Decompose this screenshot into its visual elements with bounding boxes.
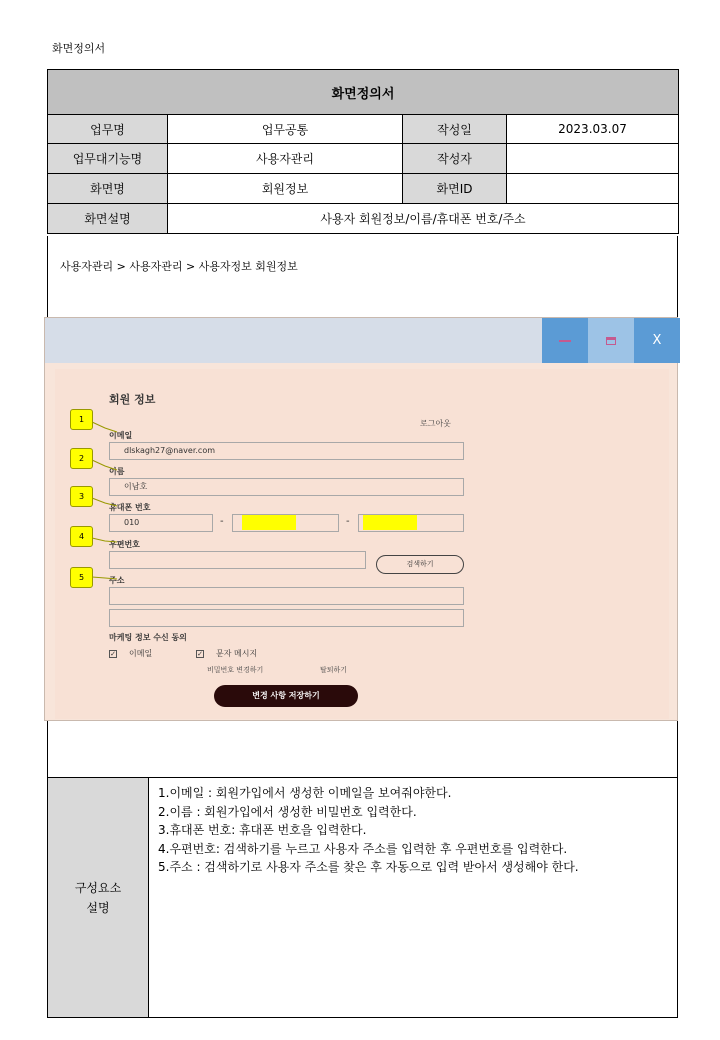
header-table [47, 69, 679, 234]
zip-label: 우편번호 [109, 540, 140, 549]
checkbox-checked-icon: ✓ [110, 649, 116, 658]
label-author: 작성자 [403, 144, 507, 174]
phone-label: 휴대폰 번호 [109, 503, 151, 512]
label-screen-name: 화면명 [48, 174, 168, 204]
label-screen-description: 화면설명 [48, 204, 168, 234]
label-created-date: 작성일 [403, 115, 507, 144]
value-author [507, 144, 679, 174]
sms-consent-label: 문자 메시지 [216, 649, 258, 658]
callout-3: 3 [70, 486, 93, 507]
phone-dash-2: - [346, 516, 350, 527]
component-line-4: 4.우편번호: 검색하기를 누르고 사용자 주소를 입력한 후 우편번호를 입력한다. [158, 841, 568, 856]
component-description-section [47, 777, 678, 1018]
email-field[interactable]: dlskagh27@naver.com [109, 442, 464, 460]
form-title: 회원 정보 [109, 393, 156, 406]
component-label-line-2: 설명 [86, 900, 110, 915]
callout-2: 2 [70, 448, 93, 469]
search-button[interactable]: 검색하기 [376, 555, 464, 574]
component-line-5: 5.주소 : 검색하기로 사용자 주소를 찾은 후 자동으로 입력 받아서 생성해야 한다. [158, 860, 579, 874]
callout-leader-lines [45, 318, 679, 722]
component-label-line-1: 구성요소 [74, 880, 122, 895]
doc-title: 화면정의서 [48, 70, 679, 115]
phone-dash-1: - [220, 516, 224, 527]
phone-prefix-field[interactable]: 010 [109, 514, 213, 532]
value-created-date: 2023.03.07 [507, 115, 679, 144]
logout-link[interactable]: 로그아웃 [420, 419, 451, 428]
close-button[interactable]: X [634, 318, 680, 363]
callout-5: 5 [70, 567, 93, 588]
value-screen-description: 사용자 회원정보/이름/휴대폰 번호/주소 [168, 204, 679, 234]
breadcrumb: 사용자관리 > 사용자관리 > 사용자정보 회원정보 [60, 260, 298, 273]
component-line-2: 2.이름 : 회원가입에서 생성한 비밀번호 입력한다. [158, 804, 417, 819]
withdraw-link[interactable]: 탈퇴하기 [320, 666, 348, 674]
email-label: 이메일 [109, 431, 133, 440]
callout-4: 4 [70, 526, 93, 547]
name-label: 이름 [109, 467, 125, 476]
component-line-1: 1.이메일 : 회원가입에서 생성한 이메일을 보여줘야한다. [158, 786, 452, 800]
save-changes-button[interactable]: 변경 사항 저장하기 [214, 685, 358, 707]
value-screen-id [507, 174, 679, 204]
component-description-label [48, 778, 149, 1017]
callout-1: 1 [70, 409, 93, 430]
email-consent-label: 이메일 [129, 649, 153, 658]
value-task-name: 업무공통 [168, 115, 403, 144]
change-password-link[interactable]: 비밀번호 변경하기 [207, 666, 264, 674]
value-screen-name: 회원정보 [168, 174, 403, 204]
label-task-name: 업무명 [48, 115, 168, 144]
value-function-name: 사용자관리 [168, 144, 403, 174]
marketing-label: 마케팅 정보 수신 동의 [109, 633, 187, 642]
name-field[interactable]: 이남호 [109, 478, 464, 496]
member-info-window [44, 317, 678, 721]
label-function-name: 업무대기능명 [48, 144, 168, 174]
page-label: 화면정의서 [52, 42, 106, 55]
label-screen-id: 화면ID [403, 174, 507, 204]
checkbox-checked-icon: ✓ [197, 649, 203, 658]
component-description-list [158, 784, 579, 877]
address-label: 주소 [109, 576, 125, 585]
component-line-3: 3.휴대폰 번호: 휴대폰 번호을 입력한다. [158, 823, 367, 837]
